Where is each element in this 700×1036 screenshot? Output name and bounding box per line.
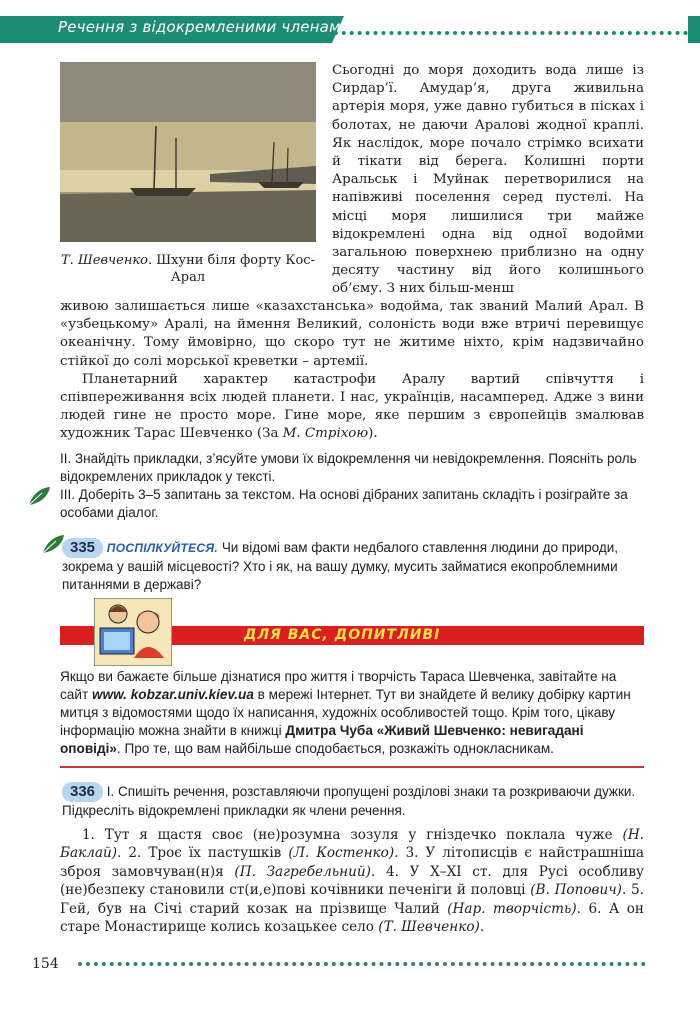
- task-3: ІІІ. Доберіть 3–5 запитань за текстом. На основі дібраних запитань складіть і розіграйте за особами діалог.: [60, 487, 628, 520]
- painting-drawing: [60, 62, 316, 242]
- painting-schooners-illustration: [60, 62, 316, 242]
- exercise-label: ПОСПІЛКУЙТЕСЯ.: [106, 541, 219, 555]
- leaf-svg: [26, 485, 52, 507]
- story-text-end: ).: [368, 426, 378, 442]
- exercise-text: Чи відомі вам факти недбалого ставлення людини до природи, зокрема у вашій місцевості? Хто і як, на вашу думку, мусить займатися екопроблемними питаннями в державі?: [62, 540, 619, 592]
- kids-at-computer-illustration: [94, 598, 172, 666]
- story-source-author: М. Стріхою: [282, 426, 369, 442]
- page-number: 154: [32, 956, 59, 972]
- curious-info-text: [60, 668, 644, 758]
- website-link[interactable]: www. kobzar.univ.kiev.ua: [91, 687, 254, 702]
- exercise-text: І. Спишіть речення, розставляючи пропущені розділові знаки та розкриваючи дужки. Підкресліть відокремлені прикладки як члени речення.: [62, 784, 636, 818]
- task-2: ІІ. Знайдіть прикладки, з’ясуйте умови їх відокремлення чи невідокремлення. Поясніть роль відокремлених прикладок у тексті.: [60, 451, 637, 484]
- caption-author: Т. Шевченко.: [61, 253, 153, 268]
- kids-drawing: [94, 598, 172, 666]
- schooner-hull: [258, 182, 304, 188]
- curious-text: . Про те, що вам найбільше сподобається, розкажіть однокласникам.: [116, 741, 554, 756]
- curious-text: в мережі Інтернет. Тут ви знайдете й велику добірку картин митця з відомостями щодо їх написання, художніх особливостей тощо. Крім того, цікаву інформацію можна знайти в книжці: [60, 687, 631, 738]
- book-title: Дмитра Чуба «Живий Шевченко: невигадані оповіді»: [60, 723, 584, 756]
- exercise-number: 335: [62, 538, 103, 558]
- sentence-author: (В. Попович): [530, 882, 622, 899]
- footer-dotted-rule: [78, 962, 646, 966]
- story-full-width: [60, 298, 644, 444]
- painting-sky: [60, 62, 316, 122]
- sentence-text: . 4. У X–XI ст. для Русі особливу (не)безпеку становили ст(и,е)пові кочівники печеніги й половці: [60, 863, 645, 899]
- computer-screen: [104, 632, 130, 650]
- sentence-author: (Нар. творчість): [447, 900, 577, 917]
- painting-caption: [60, 252, 316, 286]
- caption-title: Шхуни біля форту Кос-Арал: [156, 253, 315, 285]
- exercise-336-sentences: [60, 826, 644, 936]
- exercise-number: 336: [62, 782, 103, 802]
- sentence-text: . 3. У літописців є найстрашніша зброя замовчуван(н)я: [60, 845, 644, 880]
- exercise-336-instruction: [62, 782, 646, 820]
- leaf-icon: [26, 485, 52, 507]
- exercise-335: [62, 538, 646, 594]
- sentence-author: (Т. Шевченко): [378, 919, 480, 936]
- schooner-hull: [130, 188, 196, 196]
- section-divider: [60, 766, 644, 768]
- chapter-title: Речення з відокремленими членами: [58, 18, 351, 36]
- painting-shore: [60, 190, 316, 242]
- sentence-text: . 5. Гей, був на Січі старий козак на прізвище Чалий: [60, 882, 644, 917]
- story-text: Планетарний характер катастрофи Аралу вартий співчуття і співпереживання всіх людей планети. І нас, українців, насамперед. Адже з вини людей гине не просто море. Гине море, яке першим з європейців змалював художник Тарас Шевченко (За: [60, 371, 644, 442]
- header-edge-tab: [688, 16, 700, 43]
- story-paragraph: [60, 371, 644, 444]
- sentence-text: .: [479, 919, 485, 936]
- sentence-text: 1. Тут я щастя своє (не)розумна зозуля у гніздечко поклала чуже: [82, 827, 623, 843]
- sentence-text: . 2. Троє їх пастушків: [117, 845, 289, 862]
- story-paragraph: живою залишається лише «казахстанська» водойма, так званий Малий Арал. В «узбецькому» Аралі, на ймення Великий, солоність води вже втричі перевищує океанічну. Тому ймовірно, що скоро тут не житиме ніхто, крім надзвичайно стійкої до солі морської креветки – артемії.: [60, 299, 644, 369]
- curious-banner-title: ДЛЯ ВАС, ДОПИТЛИВІ: [244, 627, 441, 643]
- story-paragraph: Сьогодні до моря доходить вода лише із Сирдар’ї. Амудар’я, друга живильна артерія моря, уже давно губиться в пісках і болотах, не даючи Аралові жодної краплі. Як наслідок, море почало стрімко всихати й тікати від берега. Колишні порти Аральськ і Муйнак перетворилися на напівживі поселення серед пустелі. На місці моря лишилися три майже відокремлені одна від одної водойми загальною поверхнею приблизно на одну десяту частину від його колишнього об’єму. З них більш-менш: [332, 63, 644, 297]
- sentence-author: (П. Загребельний): [234, 863, 371, 880]
- header-dotted-rule: [302, 31, 688, 35]
- sentence-author: (Л. Костенко): [288, 845, 395, 862]
- sentence-text: . 6. А он старе Монастирище колись козацькее село: [60, 900, 644, 936]
- curious-text: Якщо ви бажаєте більше дізнатися про життя і творчість Тараса Шевченка, завітайте на сайт: [60, 669, 617, 702]
- painting-horizon: [60, 122, 316, 172]
- sentences-paragraph: [60, 826, 644, 936]
- sentence-author: (Н. Баклай): [60, 827, 644, 862]
- story-right-column: [332, 62, 644, 299]
